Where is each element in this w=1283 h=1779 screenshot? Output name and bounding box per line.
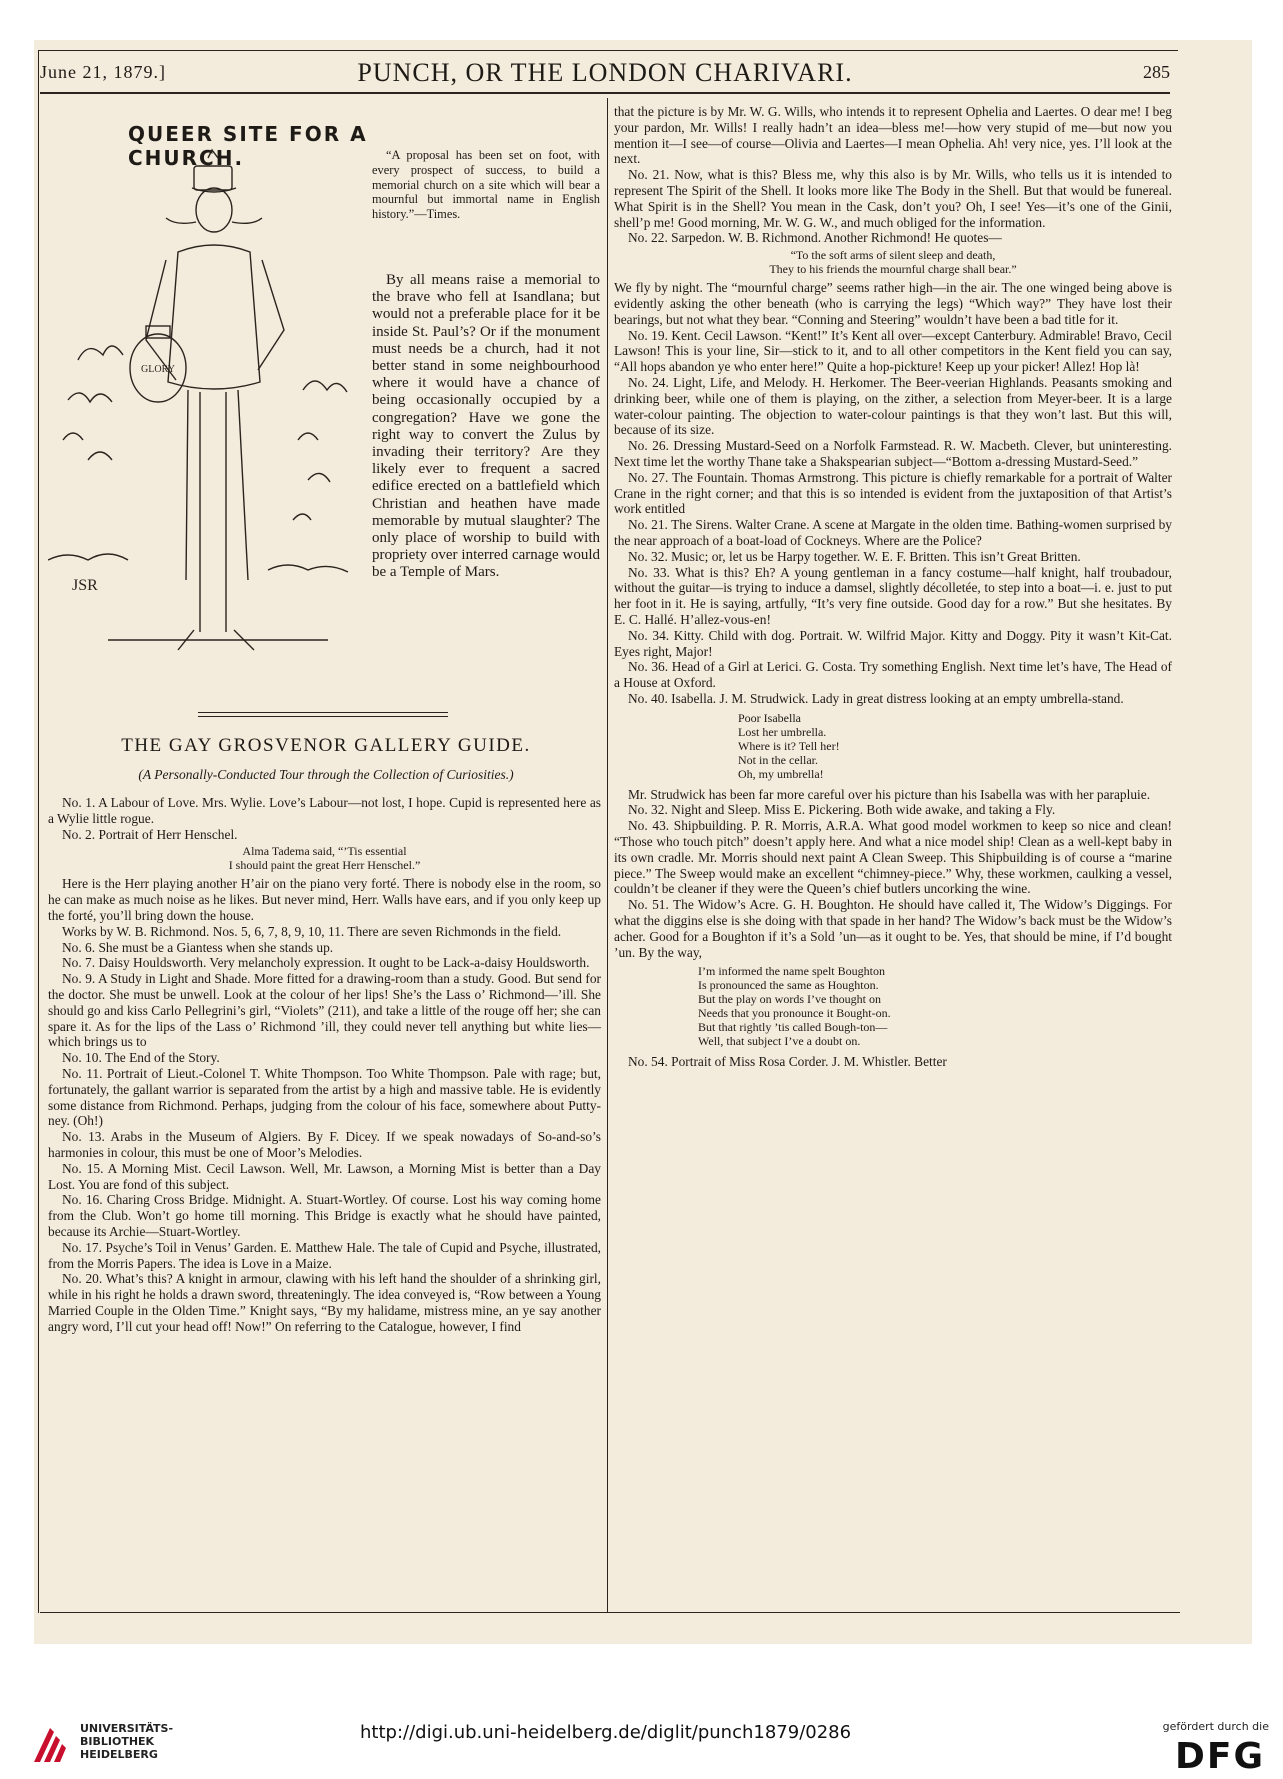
gallery-paragraph: No. 6. She must be a Giantess when she stands up. — [62, 939, 334, 955]
library-name-line: BIBLIOTHEK — [80, 1735, 155, 1748]
gallery-heading: THE GAY GROSVENOR GALLERY GUIDE. — [121, 735, 531, 756]
gallery-subtitle: (A Personally-Conducted Tour through the Collection of Curiosities.) — [138, 767, 514, 782]
verse-line: “To the soft arms of silent sleep and death, — [790, 248, 996, 263]
gallery-paragraph: that the picture is by Mr. W. G. Wills, who intends it to represent Ophelia and Laertes. O dear me! I beg your pardon, Mr. Wills! I really hadn’t an idea—bless me!—how very stupid of me—but now you mention it—I see—of course—Olivia and Laertes—I mean Ophelia. Ah! very nice, yes. I’ll look at the next. — [614, 104, 1172, 167]
church-quote-text: “A proposal has been set on foot, with every prospect of success, to build a memorial church on a site which will bear a mournful but immortal name in English history.”—Times. — [372, 148, 600, 222]
church-body-text: By all means raise a memorial to the brave who fell at Isandlana; but would not a preferable place for it be inside St. Paul’s? Or if the monument must needs be a church, had it not better stand in some neighbourhood where it would have a chance of being occasionally occupied by a congregation? Have we gone the right way to convert the Zulus by invading their territory? Are they likely ever to frequent a sacred edifice erected on a battlefield which Christian and heathen have made memorable by mutual slaughter? The only place of worship to build with propriety over interred carnage would be a Temple of Mars. — [372, 272, 600, 581]
gallery-paragraph: No. 54. Portrait of Miss Rosa Corder. J. M. Whistler. Better — [628, 1054, 947, 1070]
library-name-line: HEIDELBERG — [80, 1748, 158, 1761]
gallery-paragraph: No. 11. Portrait of Lieut.-Colonel T. White Thompson. Too White Thompson. Pale with rage; but, fortunately, the gallant warrior is separated from the artist by a high and massive table. He is evidently some distance from Richmond. Perhaps, judging from the colour of his face, somewhere about Putty-ney. (Oh!) — [48, 1065, 601, 1129]
gallery-paragraph: No. 1. A Labour of Love. Mrs. Wylie. Love’s Labour—not lost, I hope. Cupid is represented here as a Wylie little rogue. — [48, 795, 601, 826]
gallery-paragraph: No. 22. Sarpedon. W. B. Richmond. Another Richmond! He quotes— — [628, 230, 1002, 246]
column-divider — [607, 98, 608, 1612]
header-title: PUNCH, OR THE LONDON CHARIVARI. — [357, 58, 853, 87]
gallery-paragraph: No. 26. Dressing Mustard-Seed on a Norfolk Farmstead. R. W. Macbeth. Clever, but uninteresting. Next time let the worthy Thane take a Shakspearian subject—“Bottom a-dressing Mustard-Seed.” — [614, 438, 1172, 469]
verse-sarpedon — [614, 248, 1172, 276]
verse-line: Alma Tadema said, “’Tis essential — [242, 844, 407, 859]
gallery-paragraph: Works by W. B. Richmond. Nos. 5, 6, 7, 8, 9, 10, 11. There are seven Richmonds in the field. — [62, 923, 562, 939]
gallery-paragraph: No. 7. Daisy Houldsworth. Very melancholy expression. It ought to be Lack-a-daisy Houldsworth. — [62, 955, 590, 971]
verse-tadema — [48, 844, 601, 872]
gallery-paragraph: No. 40. Isabella. J. M. Strudwick. Lady in great distress looking at an empty umbrella-stand. — [628, 690, 1124, 706]
gallery-paragraph: No. 2. Portrait of Herr Henschel. — [62, 826, 238, 842]
verse-line: Poor Isabella — [738, 710, 801, 725]
verse-line: I’m informed the name spelt Boughton — [698, 964, 885, 979]
bottom-rule — [40, 1612, 1180, 1613]
right-column-text — [614, 104, 1172, 1070]
gallery-paragraph: No. 33. What is this? Eh? A young gentleman in a fancy costume—half knight, half troubadour, without the guitar—is trying to induce a damsel, slightly décolletée, to step into a boat—i. e. just to put her foot in it. He is saying, artfully, “It’s very fine outside. Good day for a row.” But she hesitates. By E. C. Hallé. H’allez-vous-en! — [614, 564, 1172, 627]
gallery-paragraph: No. 20. What’s this? A knight in armour, clawing with his left hand the shoulder of a shrinking girl, while in his right he holds a drawn sword, threateningly. The idea conveyed is, “Row between a Young Married Couple in the Olden Time.” Knight says, “By my halidame, mistress mine, an ye say another angry word, I’ll cut your head off! Now!” On referring to the Catalogue, however, I find — [48, 1271, 601, 1334]
header-date: June 21, 1879.] — [40, 62, 166, 82]
verse-line: Lost her umbrella. — [738, 724, 827, 739]
verse-boughton — [698, 964, 1172, 1048]
verse-line: But that rightly ’tis called Bough-ton— — [698, 1020, 888, 1035]
gallery-paragraph: No. 34. Kitty. Child with dog. Portrait. W. Wilfrid Major. Kitty and Doggy. Pity it wasn’t Kit-Cat. Eyes right, Major! — [614, 627, 1172, 659]
jar-label: GLORY — [141, 364, 175, 375]
gallery-paragraph: No. 32. Night and Sleep. Miss E. Pickering. Both wide awake, and taking a Fly. — [628, 802, 1056, 818]
gallery-paragraph: No. 24. Light, Life, and Melody. H. Herkomer. The Beer-veerian Highlands. Peasants smoking and drinking beer, while one of them is playing, on the zither, a selection from Meyer-beer. It is a large water-colour painting. The objection to water-colour paintings is that they won’t last. But this will, because of its size. — [614, 374, 1172, 438]
verse-line: I should paint the great Herr Henschel.” — [228, 858, 421, 873]
verse-line: Not in the cellar. — [738, 752, 818, 767]
gallery-paragraph: No. 16. Charing Cross Bridge. Midnight. A. Stuart-Wortley. Of course. Lost his way coming home from the Club. Won’t go home till morning. This Bridge is exactly what he should have painted, because its Archie—Stuart-Wortley. — [48, 1192, 601, 1239]
gallery-paragraph: No. 21. The Sirens. Walter Crane. A scene at Margate in the olden time. Bathing-women surprised by the near approach of a boat-load of Cockneys. Where are the Police? — [614, 517, 1172, 548]
verse-line: Where is it? Tell her! — [738, 738, 840, 753]
left-border-rule — [38, 50, 39, 1613]
gallery-paragraph: No. 19. Kent. Cecil Lawson. “Kent!” It’s Kent all over—except Canterbury. Admirable! Bravo, Cecil Lawson! This is your line, Sir—stick to it, and to all other competitors in the Kent field you can say, “All hops abandon ye who enter here!” Quite a hop-pickture! Keep up your picker! Allez! Hop là! — [614, 327, 1172, 375]
dfg-logo: DFG — [1174, 1736, 1265, 1777]
gallery-paragraph: No. 10. The End of the Story. — [62, 1050, 220, 1066]
gallery-paragraph: No. 15. A Morning Mist. Cecil Lawson. Well, Mr. Lawson, a Morning Mist is better than a Day Lost. You are fond of this subject. — [48, 1160, 601, 1192]
gallery-paragraph: We fly by night. The “mournful charge” seems rather high—in the air. The one winged being above is evidently asking the other beneath (who is carrying the legs) “Which way?” They have lost their bearings, but not what they bear. “Conning and Steering” wouldn’t have been a bad title for it. — [614, 280, 1172, 327]
gallery-paragraph: No. 21. Now, what is this? Bless me, why this also is by Mr. Wills, who tells us it is intended to represent The Spirit of the Shell. It looks more like The Body in the Shell. But that would be funereal. What Spirit is in the Shell? You mean in the Cask, don’t you? Oh, I see! Yes—it’s one of the Ginii, shell’p me! Good morning, Mr. W. G. W., and much obliged for the information. — [614, 167, 1172, 230]
gallery-paragraph: No. 17. Psyche’s Toil in Venus’ Garden. E. Matthew Hale. The tale of Cupid and Psyche, illustrated, from the Morris Papers. The idea is Love in a Maize. — [48, 1239, 601, 1271]
library-name-line: UNIVERSITÄTS- — [80, 1722, 174, 1735]
verse-line: Needs that you pronounce it Bought-on. — [698, 1006, 891, 1021]
verse-line: Is pronounced the same as Houghton. — [698, 978, 879, 993]
page-number: 285 — [1143, 62, 1170, 82]
gallery-paragraph: No. 36. Head of a Girl at Lerici. G. Costa. Try something English. Next time let’s have, The Head of a House at Oxford. — [614, 659, 1172, 691]
gallery-paragraph: Mr. Strudwick has been far more careful over his picture than his Isabella was with her parapluie. — [628, 786, 1151, 802]
gallery-paragraph: No. 51. The Widow’s Acre. G. H. Boughton. He should have called it, The Widow’s Diggings. For what the diggins else is she doing with that spade in her hand? The Widow’s back must be the Widow’s acher. Good for a Boughton if it’s a Sold ’un—as it ought to be. Yes, that should be mine, if I’d bought ’un. By the way, — [614, 897, 1172, 960]
section-rule — [198, 712, 448, 713]
verse-line: Oh, my umbrella! — [738, 766, 824, 781]
church-article-body — [372, 272, 600, 582]
verse-line: Well, that subject I’ve a doubt on. — [698, 1034, 861, 1049]
verse-line: But the play on words I’ve thought on — [698, 992, 881, 1007]
page-header — [40, 58, 1170, 94]
funded-by-label: gefördert durch die — [1162, 1720, 1269, 1733]
gallery-paragraph: No. 9. A Study in Light and Shade. More fitted for a drawing-room than a study. Good. But send for the doctor. She must be unwell. Look at the colour of her lips! She’s the Lass o’ Richmond—’ill. She should go and kiss Carlo Pellegrini’s girl, “Violets” (211), and take a little of the rouge off her; she can spare it. As for the lips of the Lass o’ Richmond ’ill, they could never tell anything but white lies—which brings us to — [48, 971, 601, 1050]
soldier-illustration — [48, 140, 368, 685]
verse-line: They to his friends the mournful charge shall bear.” — [769, 262, 1017, 277]
gallery-paragraph: No. 43. Shipbuilding. P. R. Morris, A.R.A. What good model workmen to keep so nice and clean! “Those who touch pitch” doesn’t apply here. And what a nice model ship! Clean as a well-kept baby in its own cradle. Mr. Morris should next paint A Clean Sweep. This Shipbuilding is of course a “marine piece.” The Sweep would make an excellent “chimney-piece.” Why, these workmen, caulking a vessel, couldn’t be cleaner if they were the Queen’s chief butlers uncorking the wine. — [614, 818, 1172, 897]
top-border-rule — [38, 50, 1178, 51]
section-rule-2 — [198, 716, 448, 717]
church-heading: QUEER SITE FOR A CHURCH. — [128, 122, 368, 170]
gallery-paragraph: No. 27. The Fountain. Thomas Armstrong. This picture is chiefly remarkable for a portrait of Walter Crane in the right corner; and that this is so intended is evident from the juxtaposition of that Artist’s work entitled — [614, 469, 1172, 517]
digitization-url-link[interactable]: http://digi.ub.uni-heidelberg.de/diglit/punch1879/0286 — [360, 1722, 852, 1743]
library-name — [80, 1722, 173, 1761]
gallery-paragraph: Here is the Herr playing another H’air on the piano very forté. There is nobody else in the room, so he can make as much noise as he likes. But never mind, Herr. Walls have ears, and if you only keep up the forté, you’ll bring down the house. — [48, 876, 601, 923]
left-column-text — [48, 795, 601, 1335]
university-logo-icon — [30, 1722, 70, 1768]
verse-isabella — [738, 711, 1172, 781]
church-quote — [372, 148, 600, 222]
gallery-paragraph: No. 13. Arabs in the Museum of Algiers. By F. Dicey. If we speak nowadays of So-and-so’s harmonies in colour, this must be one of Moor’s Melodies. — [48, 1129, 601, 1160]
artist-signature: JSR — [72, 577, 98, 594]
gallery-paragraph: No. 32. Music; or, let us be Harpy together. W. E. F. Britten. This isn’t Great Britten. — [628, 548, 1081, 564]
